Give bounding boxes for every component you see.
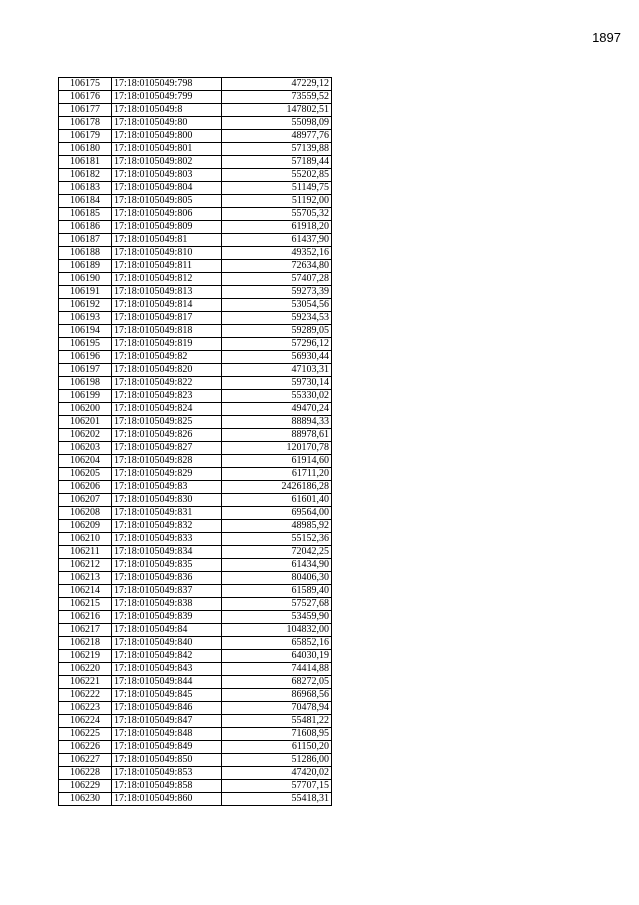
cadastral-number-cell: 17:18:0105049:836 <box>112 572 222 585</box>
value-cell: 74414,88 <box>222 663 332 676</box>
table-body <box>59 78 332 806</box>
row-number-cell: 106208 <box>59 507 112 520</box>
value-cell: 61437,90 <box>222 234 332 247</box>
cadastral-number-cell: 17:18:0105049:832 <box>112 520 222 533</box>
cadastral-number-cell: 17:18:0105049:805 <box>112 195 222 208</box>
cadastral-number-cell: 17:18:0105049:844 <box>112 676 222 689</box>
cadastral-number-cell: 17:18:0105049:824 <box>112 403 222 416</box>
value-cell: 57527,68 <box>222 598 332 611</box>
row-number-cell: 106224 <box>59 715 112 728</box>
cadastral-number-cell: 17:18:0105049:798 <box>112 78 222 91</box>
cadastral-number-cell: 17:18:0105049:833 <box>112 533 222 546</box>
row-number-cell: 106218 <box>59 637 112 650</box>
cadastral-number-cell: 17:18:0105049:819 <box>112 338 222 351</box>
cadastral-number-cell: 17:18:0105049:803 <box>112 169 222 182</box>
value-cell: 72634,80 <box>222 260 332 273</box>
table-row <box>59 78 332 91</box>
table-row <box>59 260 332 273</box>
table-row <box>59 663 332 676</box>
row-number-cell: 106213 <box>59 572 112 585</box>
table-row <box>59 169 332 182</box>
value-cell: 48977,76 <box>222 130 332 143</box>
table-row <box>59 143 332 156</box>
row-number-cell: 106214 <box>59 585 112 598</box>
row-number-cell: 106204 <box>59 455 112 468</box>
row-number-cell: 106200 <box>59 403 112 416</box>
value-cell: 57707,15 <box>222 780 332 793</box>
value-cell: 147802,51 <box>222 104 332 117</box>
row-number-cell: 106194 <box>59 325 112 338</box>
value-cell: 49352,16 <box>222 247 332 260</box>
cadastral-number-cell: 17:18:0105049:830 <box>112 494 222 507</box>
cadastral-number-cell: 17:18:0105049:812 <box>112 273 222 286</box>
cadastral-number-cell: 17:18:0105049:814 <box>112 299 222 312</box>
table-row <box>59 767 332 780</box>
table-row <box>59 364 332 377</box>
row-number-cell: 106230 <box>59 793 112 806</box>
row-number-cell: 106225 <box>59 728 112 741</box>
cadastral-number-cell: 17:18:0105049:825 <box>112 416 222 429</box>
value-cell: 53459,90 <box>222 611 332 624</box>
row-number-cell: 106188 <box>59 247 112 260</box>
table-row <box>59 182 332 195</box>
table-row <box>59 559 332 572</box>
table-row <box>59 754 332 767</box>
table-row <box>59 598 332 611</box>
row-number-cell: 106203 <box>59 442 112 455</box>
row-number-cell: 106219 <box>59 650 112 663</box>
table-row <box>59 208 332 221</box>
table-row <box>59 299 332 312</box>
cadastral-number-cell: 17:18:0105049:849 <box>112 741 222 754</box>
table-row <box>59 91 332 104</box>
table-row <box>59 156 332 169</box>
value-cell: 55152,36 <box>222 533 332 546</box>
table-row <box>59 546 332 559</box>
cadastral-number-cell: 17:18:0105049:84 <box>112 624 222 637</box>
cadastral-number-cell: 17:18:0105049:801 <box>112 143 222 156</box>
row-number-cell: 106215 <box>59 598 112 611</box>
table-row <box>59 572 332 585</box>
table-row <box>59 377 332 390</box>
row-number-cell: 106227 <box>59 754 112 767</box>
table-row <box>59 689 332 702</box>
value-cell: 69564,00 <box>222 507 332 520</box>
table-row <box>59 312 332 325</box>
row-number-cell: 106175 <box>59 78 112 91</box>
row-number-cell: 106185 <box>59 208 112 221</box>
cadastral-number-cell: 17:18:0105049:831 <box>112 507 222 520</box>
value-cell: 72042,25 <box>222 546 332 559</box>
row-number-cell: 106209 <box>59 520 112 533</box>
cadastral-number-cell: 17:18:0105049:820 <box>112 364 222 377</box>
row-number-cell: 106177 <box>59 104 112 117</box>
cadastral-number-cell: 17:18:0105049:810 <box>112 247 222 260</box>
value-cell: 59234,53 <box>222 312 332 325</box>
row-number-cell: 106192 <box>59 299 112 312</box>
row-number-cell: 106206 <box>59 481 112 494</box>
cadastral-number-cell: 17:18:0105049:817 <box>112 312 222 325</box>
row-number-cell: 106220 <box>59 663 112 676</box>
value-cell: 2426186,28 <box>222 481 332 494</box>
row-number-cell: 106210 <box>59 533 112 546</box>
cadastral-number-cell: 17:18:0105049:802 <box>112 156 222 169</box>
value-cell: 120170,78 <box>222 442 332 455</box>
cadastral-number-cell: 17:18:0105049:822 <box>112 377 222 390</box>
table-row <box>59 325 332 338</box>
cadastral-number-cell: 17:18:0105049:858 <box>112 780 222 793</box>
value-cell: 80406,30 <box>222 572 332 585</box>
table-row <box>59 611 332 624</box>
row-number-cell: 106207 <box>59 494 112 507</box>
cadastral-number-cell: 17:18:0105049:853 <box>112 767 222 780</box>
table-row <box>59 481 332 494</box>
value-cell: 55481,22 <box>222 715 332 728</box>
table-row <box>59 676 332 689</box>
cadastral-number-cell: 17:18:0105049:804 <box>112 182 222 195</box>
cadastral-number-cell: 17:18:0105049:81 <box>112 234 222 247</box>
value-cell: 55418,31 <box>222 793 332 806</box>
row-number-cell: 106202 <box>59 429 112 442</box>
value-cell: 61150,20 <box>222 741 332 754</box>
table-row <box>59 494 332 507</box>
row-number-cell: 106190 <box>59 273 112 286</box>
cadastral-number-cell: 17:18:0105049:8 <box>112 104 222 117</box>
value-cell: 55705,32 <box>222 208 332 221</box>
value-cell: 64030,19 <box>222 650 332 663</box>
cadastral-number-cell: 17:18:0105049:847 <box>112 715 222 728</box>
cadastral-number-cell: 17:18:0105049:799 <box>112 91 222 104</box>
row-number-cell: 106178 <box>59 117 112 130</box>
cadastral-number-cell: 17:18:0105049:829 <box>112 468 222 481</box>
value-cell: 61711,20 <box>222 468 332 481</box>
cadastral-number-cell: 17:18:0105049:848 <box>112 728 222 741</box>
value-cell: 59730,14 <box>222 377 332 390</box>
value-cell: 61434,90 <box>222 559 332 572</box>
value-cell: 48985,92 <box>222 520 332 533</box>
cadastral-number-cell: 17:18:0105049:827 <box>112 442 222 455</box>
row-number-cell: 106229 <box>59 780 112 793</box>
row-number-cell: 106217 <box>59 624 112 637</box>
row-number-cell: 106216 <box>59 611 112 624</box>
row-number-cell: 106201 <box>59 416 112 429</box>
value-cell: 51149,75 <box>222 182 332 195</box>
table-row <box>59 130 332 143</box>
value-cell: 57139,88 <box>222 143 332 156</box>
cadastral-number-cell: 17:18:0105049:845 <box>112 689 222 702</box>
value-cell: 57296,12 <box>222 338 332 351</box>
row-number-cell: 106182 <box>59 169 112 182</box>
value-cell: 47103,31 <box>222 364 332 377</box>
value-cell: 51286,00 <box>222 754 332 767</box>
cadastral-number-cell: 17:18:0105049:813 <box>112 286 222 299</box>
table-row <box>59 390 332 403</box>
table-row <box>59 338 332 351</box>
table-row <box>59 455 332 468</box>
table-row <box>59 234 332 247</box>
row-number-cell: 106191 <box>59 286 112 299</box>
table-row <box>59 780 332 793</box>
row-number-cell: 106212 <box>59 559 112 572</box>
table-row <box>59 273 332 286</box>
row-number-cell: 106196 <box>59 351 112 364</box>
table-row <box>59 195 332 208</box>
value-cell: 68272,05 <box>222 676 332 689</box>
row-number-cell: 106186 <box>59 221 112 234</box>
table-row <box>59 585 332 598</box>
cadastral-number-cell: 17:18:0105049:806 <box>112 208 222 221</box>
value-cell: 104832,00 <box>222 624 332 637</box>
row-number-cell: 106221 <box>59 676 112 689</box>
row-number-cell: 106176 <box>59 91 112 104</box>
value-cell: 57407,28 <box>222 273 332 286</box>
row-number-cell: 106193 <box>59 312 112 325</box>
table-row <box>59 533 332 546</box>
value-cell: 61601,40 <box>222 494 332 507</box>
table-row <box>59 650 332 663</box>
row-number-cell: 106180 <box>59 143 112 156</box>
row-number-cell: 106187 <box>59 234 112 247</box>
value-cell: 61918,20 <box>222 221 332 234</box>
value-cell: 47229,12 <box>222 78 332 91</box>
value-cell: 55330,02 <box>222 390 332 403</box>
row-number-cell: 106197 <box>59 364 112 377</box>
table-row <box>59 793 332 806</box>
table-row <box>59 286 332 299</box>
value-cell: 61589,40 <box>222 585 332 598</box>
row-number-cell: 106199 <box>59 390 112 403</box>
row-number-cell: 106228 <box>59 767 112 780</box>
row-number-cell: 106205 <box>59 468 112 481</box>
table-row <box>59 520 332 533</box>
cadastral-number-cell: 17:18:0105049:846 <box>112 702 222 715</box>
page-number: 1897 <box>592 30 621 45</box>
table-row <box>59 403 332 416</box>
value-cell: 61914,60 <box>222 455 332 468</box>
cadastral-number-cell: 17:18:0105049:860 <box>112 793 222 806</box>
table-row <box>59 429 332 442</box>
table-row <box>59 247 332 260</box>
value-cell: 49470,24 <box>222 403 332 416</box>
row-number-cell: 106198 <box>59 377 112 390</box>
cadastral-number-cell: 17:18:0105049:811 <box>112 260 222 273</box>
cadastral-number-cell: 17:18:0105049:842 <box>112 650 222 663</box>
table-row <box>59 702 332 715</box>
cadastral-number-cell: 17:18:0105049:823 <box>112 390 222 403</box>
row-number-cell: 106222 <box>59 689 112 702</box>
cadastral-number-cell: 17:18:0105049:850 <box>112 754 222 767</box>
value-cell: 47420,02 <box>222 767 332 780</box>
table-row <box>59 104 332 117</box>
cadastral-number-cell: 17:18:0105049:828 <box>112 455 222 468</box>
cadastral-number-cell: 17:18:0105049:837 <box>112 585 222 598</box>
cadastral-number-cell: 17:18:0105049:840 <box>112 637 222 650</box>
table-row <box>59 117 332 130</box>
table-row <box>59 442 332 455</box>
cadastral-number-cell: 17:18:0105049:83 <box>112 481 222 494</box>
row-number-cell: 106195 <box>59 338 112 351</box>
cadastral-number-cell: 17:18:0105049:838 <box>112 598 222 611</box>
row-number-cell: 106184 <box>59 195 112 208</box>
cadastral-number-cell: 17:18:0105049:809 <box>112 221 222 234</box>
table-row <box>59 416 332 429</box>
row-number-cell: 106226 <box>59 741 112 754</box>
value-cell: 51192,00 <box>222 195 332 208</box>
cadastral-number-cell: 17:18:0105049:80 <box>112 117 222 130</box>
value-cell: 70478,94 <box>222 702 332 715</box>
value-cell: 65852,16 <box>222 637 332 650</box>
table-row <box>59 468 332 481</box>
cadastral-number-cell: 17:18:0105049:818 <box>112 325 222 338</box>
cadastral-number-cell: 17:18:0105049:800 <box>112 130 222 143</box>
row-number-cell: 106181 <box>59 156 112 169</box>
row-number-cell: 106189 <box>59 260 112 273</box>
row-number-cell: 106223 <box>59 702 112 715</box>
table-row <box>59 624 332 637</box>
value-cell: 55098,09 <box>222 117 332 130</box>
cadastral-number-cell: 17:18:0105049:826 <box>112 429 222 442</box>
table-row <box>59 715 332 728</box>
row-number-cell: 106183 <box>59 182 112 195</box>
value-cell: 86968,56 <box>222 689 332 702</box>
value-cell: 57189,44 <box>222 156 332 169</box>
value-cell: 73559,52 <box>222 91 332 104</box>
cadastral-number-cell: 17:18:0105049:839 <box>112 611 222 624</box>
cadastral-value-table <box>58 77 332 806</box>
cadastral-number-cell: 17:18:0105049:82 <box>112 351 222 364</box>
cadastral-number-cell: 17:18:0105049:843 <box>112 663 222 676</box>
value-cell: 59289,05 <box>222 325 332 338</box>
value-cell: 88894,33 <box>222 416 332 429</box>
value-cell: 59273,39 <box>222 286 332 299</box>
row-number-cell: 106211 <box>59 546 112 559</box>
cadastral-number-cell: 17:18:0105049:834 <box>112 546 222 559</box>
table-row <box>59 637 332 650</box>
table-row <box>59 507 332 520</box>
value-cell: 88978,61 <box>222 429 332 442</box>
value-cell: 71608,95 <box>222 728 332 741</box>
value-cell: 56930,44 <box>222 351 332 364</box>
table-row <box>59 741 332 754</box>
table-row <box>59 351 332 364</box>
table-row <box>59 221 332 234</box>
row-number-cell: 106179 <box>59 130 112 143</box>
cadastral-number-cell: 17:18:0105049:835 <box>112 559 222 572</box>
table-row <box>59 728 332 741</box>
value-cell: 53054,56 <box>222 299 332 312</box>
value-cell: 55202,85 <box>222 169 332 182</box>
